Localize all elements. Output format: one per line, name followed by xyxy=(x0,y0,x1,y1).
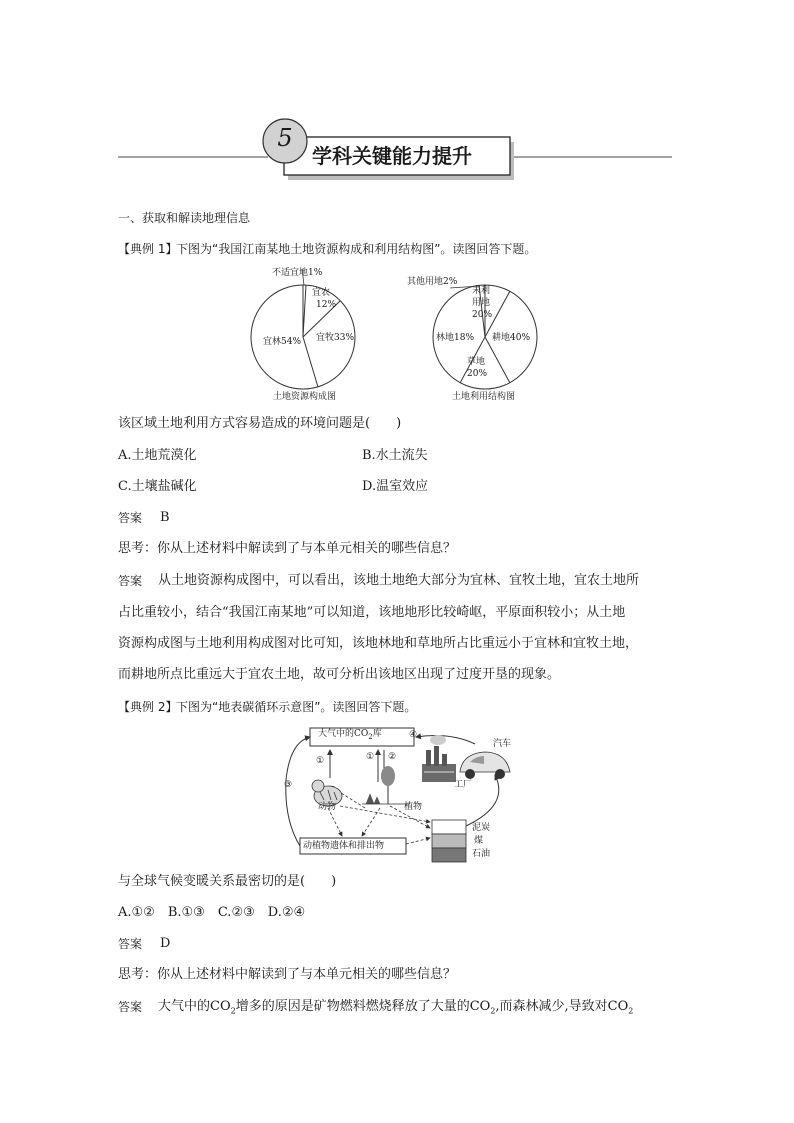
pie-chart-land-resources xyxy=(250,262,380,407)
explain-line-3: 资源构成图与土地利用构成图对比可知，该地林地和草地所占比重远小于宜林和宜牧土地， xyxy=(118,636,639,651)
example2-options: A.①② B.①③ C.②③ D.②④ xyxy=(118,905,306,920)
label-cultivated: 耕地40% xyxy=(492,333,531,343)
example1-question: 该区域土地利用方式容易造成的环境问题是( ) xyxy=(118,416,402,431)
car-icon xyxy=(460,752,510,779)
label-1b: ① xyxy=(366,752,375,762)
answer2-label: 答案 xyxy=(118,937,143,951)
label-farm: 宜农 xyxy=(312,288,331,298)
label-4: ④ xyxy=(409,730,418,740)
example2-tag: 【典例 2】 xyxy=(118,700,178,714)
section-title: 学科关键能力提升 xyxy=(312,144,472,168)
label-factory: 工厂 xyxy=(454,780,473,790)
think2-prompt: 思考：你从上述材料中解读到了与本单元相关的哪些信息？ xyxy=(118,967,457,982)
label-pasture: 宜牧33% xyxy=(316,333,355,343)
label-1: ① xyxy=(316,756,325,766)
answer-label: 答案 xyxy=(118,511,143,525)
chart1-caption: 土地资源构成图 xyxy=(273,392,337,402)
label-grassland-pct: 20% xyxy=(467,369,488,379)
explain-line-2: 占比重较小，结合“我国江南某地”可以知道，该地地形比较崎岖，平原面积较小；从土地 xyxy=(118,605,626,620)
option-c: C.土壤盐碱化 xyxy=(118,479,197,494)
label-other: 其他用地2% xyxy=(407,277,458,287)
section-number: 5 xyxy=(277,124,293,152)
answer-value: B xyxy=(160,510,170,525)
header-graphic xyxy=(0,0,794,200)
example2-prompt: 下图为“地表碳循环示意图”。读图回答下题。 xyxy=(176,700,417,714)
label-farm-pct: 12% xyxy=(316,300,337,310)
example2-question: 与全球气候变暖关系最密切的是( ) xyxy=(118,874,337,889)
label-peat: 泥炭 xyxy=(472,823,491,833)
label-3: ③ xyxy=(284,780,293,790)
label-car: 汽车 xyxy=(493,739,512,749)
factory-icon xyxy=(422,735,456,782)
plant-icon xyxy=(362,766,410,804)
label-oil: 石油 xyxy=(472,849,491,859)
explain2-answer-label: 答案 xyxy=(118,1000,143,1014)
example1-tag: 【典例 1】 xyxy=(118,242,178,256)
label-residue: 动植物遗体和排出物 xyxy=(303,841,385,851)
explain2-line-1: 大气中的$CO_2$增多的原因是矿物燃料燃烧释放了大量的$CO_2$,而森林减少,导致对$CO_2$ xyxy=(158,999,634,1016)
label-plant: 植物 xyxy=(404,802,423,812)
label-coal: 煤 xyxy=(474,836,484,846)
label-grassland: 草地 xyxy=(467,357,486,367)
label-forest: 宜林54% xyxy=(263,337,302,347)
explain-line-4: 而耕地所点比重远大于宜农土地，故可分析出该地区出现了过度开垦的现象。 xyxy=(118,667,561,682)
label-2: ② xyxy=(388,752,397,762)
option-b: B.水土流失 xyxy=(362,448,428,463)
option-a: A.土地荒漠化 xyxy=(118,448,197,463)
think-prompt: 思考：你从上述材料中解读到了与本单元相关的哪些信息？ xyxy=(118,541,457,556)
explain-answer-label: 答案 xyxy=(118,574,143,588)
label-unsuitable: 不适宜地1% xyxy=(272,268,323,278)
option-d: D.温室效应 xyxy=(362,479,429,494)
section-heading: 一、获取和解读地理信息 xyxy=(118,211,251,225)
answer2-value: D xyxy=(160,936,171,951)
chart2-caption: 土地利用结构图 xyxy=(452,392,516,402)
explain-line-1: 从土地资源构成图中，可以看出，该地土地绝大部分为宜林、宜牧土地，宜农土地所 xyxy=(158,573,640,588)
label-animal: 动物 xyxy=(318,802,337,812)
label-unused-2: 用地 xyxy=(472,298,491,308)
label-unused: 未利 xyxy=(472,286,491,296)
label-woodland: 林地18% xyxy=(436,333,475,343)
example1-prompt: 下图为“我国江南某地土地资源构成和利用结构图”。读图回答下题。 xyxy=(176,242,537,256)
co2-box-label: 大气中的$CO_2$库 xyxy=(318,729,382,741)
label-unused-pct: 20% xyxy=(472,310,493,320)
